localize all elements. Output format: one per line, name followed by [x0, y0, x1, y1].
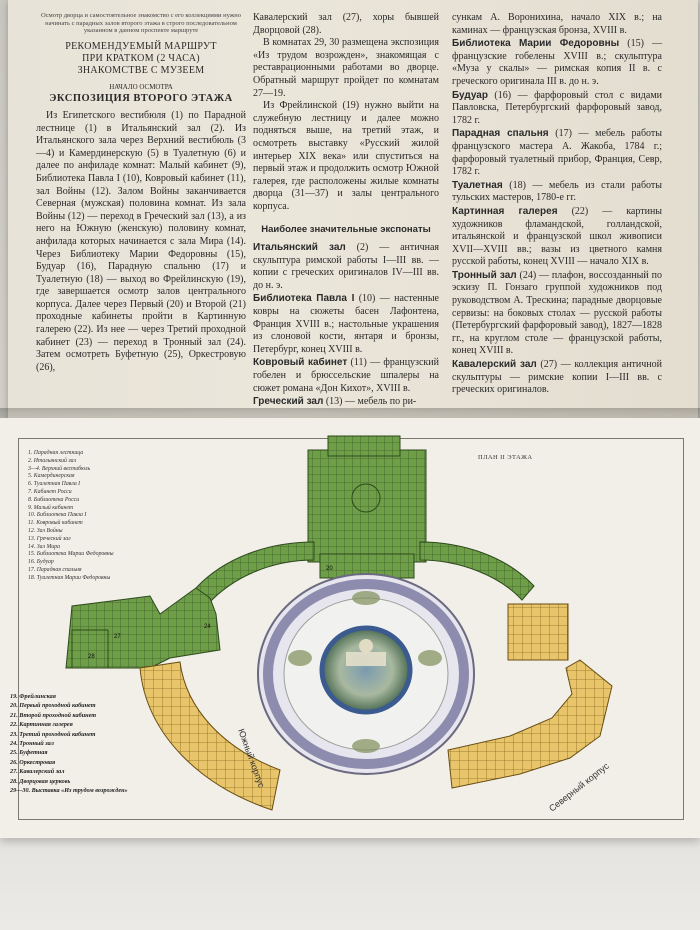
legend-item: 24. Тронный зал — [10, 740, 54, 748]
legend-item: 11. Ковровый кабинет — [28, 520, 83, 527]
exhibit-entry: Ковровый кабинет (11) — французский гобелен и брюссельские шпалеры на сюжет романа «Дон Кихот», XVIII в. — [253, 357, 439, 394]
route-exposition: ЭКСПОЗИЦИЯ ВТОРОГО ЭТАЖА — [49, 93, 233, 105]
route-heading-3: ЗНАКОМСТВЕ С МУЗЕЕМ — [77, 64, 205, 76]
exhibit-entry: Туалетная (18) — мебель из стали работы тульских мастеров, 1780-е гг. — [452, 179, 662, 204]
route-text: Из Египетского вестибюля (1) по Парадной лестнице (1) в Итальянский зал (2). Из Итальянского зала через Верхний вестибюль (3—4) и Камердинерскую (5) в Туалетную (6) и далее по анфиладе комнат: Малый кабинет (9), Библиотека Павла I (10), Ковровый кабинет (11), зал Войны (12). Залом Войны заканчивается Северная (мужская) половина комнат. Из зала Войны (12) — переход в Греческий зал (13), а из него на Южную (женскую) половину комнат, анфилада которых начинается с зала Мира (14). Через Библиотеку Марии Федоровны (15), Будуар (16), Парадную спальню (17) и Туалетную (18) — выход во Фрейлинскую (19), где завершается осмотр залов центрального корпуса. Далее через Первый (20) и Второй (21) проходные кабинеты пройти в Картинную галерею (22). Из нее — через Третий проходной кабинет (23) — переход в Тронный зал (24). Затем осмотреть Буфетную (25), Оркестровую (26), — [36, 109, 246, 373]
room-number: 24 — [204, 624, 211, 630]
plan-title: ПЛАН II ЭТАЖА — [478, 454, 533, 461]
legend-item: 10. Библиотека Павла I — [28, 512, 87, 519]
south-gallery — [196, 542, 314, 604]
legend-item: 7. Кабинет Росси — [28, 488, 72, 495]
central-building — [308, 436, 426, 578]
legend-item: 12. Зал Войны — [28, 527, 63, 534]
exhibit-entry: Будуар (16) — фарфоровый стол с видами Павловска, Петербургский фарфоровый завод, 1782 г. — [452, 89, 662, 126]
south-wing-label: Южный корпус — [236, 727, 267, 789]
legend-item: 9. Малый кабинет — [28, 504, 74, 511]
section-title: Наиболее значительные экспонаты — [261, 223, 431, 235]
legend-item: 29—30. Выставка «Из трудом возрожден» — [10, 787, 128, 795]
text-column-3 — [452, 12, 662, 398]
plan-page — [0, 418, 700, 838]
exhibit-entry: Греческий зал (13) — мебель по ри- — [253, 396, 417, 408]
legend-item: 13. Греческий зал — [28, 535, 71, 542]
exhibit-entry-cont: сункам А. Воронихина, начало XIX в.; на каминах — французская бронза, XVIII в. — [452, 12, 662, 36]
legend-item: 14. Зал Мира — [28, 543, 60, 550]
exhibit-note: В комнатах 29, 30 размещена экспозиция «Из трудом возрожден», знакомящая с реставрационными работами во дворце. Обратный маршрут пройдет по комнатам 27—19. — [253, 37, 439, 99]
route-start: НАЧАЛО ОСМОТРА — [109, 82, 173, 91]
route-heading-1: РЕКОМЕНДУЕМЫЙ МАРШРУТ — [65, 40, 217, 52]
legend-lower — [10, 692, 128, 795]
legend-item: 8. Библиотека Росси — [28, 496, 80, 503]
legend-item: 25. Буфетная — [10, 749, 48, 757]
exhibit-entry: Картинная галерея (22) — картины художников фламандской, голландской, итальянской и французской школ живописи XVII—XVIII вв.; вазы из цветного камня русской работы, конец XVIII — начало XIX в. — [452, 205, 663, 268]
north-wing-yellow — [448, 604, 612, 788]
legend-item: 18. Туалетная Марии Федоровны — [28, 574, 111, 581]
legend-item: 16. Будуар — [28, 559, 54, 566]
route-text-cont: Кавалерский зал (27), хоры бывшей Дворцовой (28). — [253, 12, 439, 36]
porcelain-plate-photo — [258, 574, 474, 774]
floor-note: Из Фрейлинской (19) нужно выйти на служебную лестницу и далее можно подняться выше, на третий этаж, и осмотреть выставку «Русский жилой интерьер XIX века» или спуститься на первый этаж и продолжить осмотр Южной галерея, где расположены жилые комнаты дворца (31—37) и залы центрального корпуса. — [253, 100, 439, 212]
north-wing-label: Северный корпус — [547, 760, 611, 814]
exhibit-entry: Библиотека Марии Федоровны (15) — французские гобелены XVIII в.; скульптура «Муза у скалы» — римская копия II в. с греческого оригинала III в. до н. э. — [452, 38, 662, 87]
legend-item: 5. Камердинерская — [28, 473, 75, 480]
legend-item: 20. Первый проходной кабинет — [10, 702, 96, 710]
legend-item: 23. Третий проходной кабинет — [10, 730, 96, 738]
legend-item: 19. Фрейлинская — [10, 693, 56, 700]
exhibit-entry: Библиотека Павла I (10) — настенные ковры на сюжеты басен Лафонтена, Франция XVIII в.; настольные украшения из слоновой кости, янтаря и бронзы, Петербург, конец XVIII в. — [253, 293, 439, 355]
north-gallery — [420, 542, 534, 600]
exhibit-entry: Парадная спальня (17) — мебель работы французского мастера А. Жакоба, 1784 г.; фарфоровый туалетный прибор, Франция, Севр, 1782 г. — [452, 128, 662, 178]
top-page — [8, 0, 698, 420]
exhibit-entry: Тронный зал (24) — плафон, воссозданный по эскизу П. Гонзаго группой художников под руководством А. Трескина; парадные дворцовые сервизы: на боковых столах — русской работы (Петербургский фарфоровый завод), 1827—1828 гг., на круглом столе — французской работы, конец XVIII в. — [452, 269, 662, 357]
text-column-2 — [253, 12, 439, 410]
exhibit-entry: Кавалерский зал (27) — коллекция античной скульптуры — римские копии I—III вв. с греческих оригиналов. — [452, 359, 662, 396]
exhibit-entry: Итальянский зал (2) — античная скульптура римской работы I—III вв. — копии с греческих оригиналов IV—III вв. до н. э. — [253, 242, 440, 291]
room-number: 28 — [88, 654, 95, 660]
legend-upper — [28, 450, 114, 583]
legend-item: 26. Оркестровая — [10, 758, 56, 766]
text-column-1 — [36, 12, 246, 374]
legend-item: 28. Дворцовая церковь — [10, 777, 71, 785]
intro-note: Осмотр дворца и самостоятельное знакомство с его коллекциями нужно начинать с парадных залов второго этажа в строго последовательном указанном в данном проспекте маршруте — [41, 12, 241, 35]
legend-item: 3—4. Верхний вестибюль — [28, 465, 91, 472]
legend-item: 15. Библиотека Марии Федоровны — [28, 551, 114, 558]
legend-item: 6. Туалетная Павла I — [28, 481, 81, 488]
legend-item: 22. Картинная галерея — [10, 721, 73, 729]
route-heading-2: ПРИ КРАТКОМ (2 ЧАСА) — [82, 52, 200, 64]
legend-item: 17. Парадная спальня — [28, 566, 82, 573]
legend-item: 21. Второй проходной кабинет — [10, 711, 97, 719]
room-number: 20 — [326, 566, 333, 572]
legend-item: 1. Парадная лестница — [28, 450, 84, 456]
legend-item: 27. Кавалерский зал — [10, 768, 65, 776]
legend-item: 2. Итальянский зал — [28, 457, 77, 464]
room-number: 27 — [114, 634, 121, 640]
